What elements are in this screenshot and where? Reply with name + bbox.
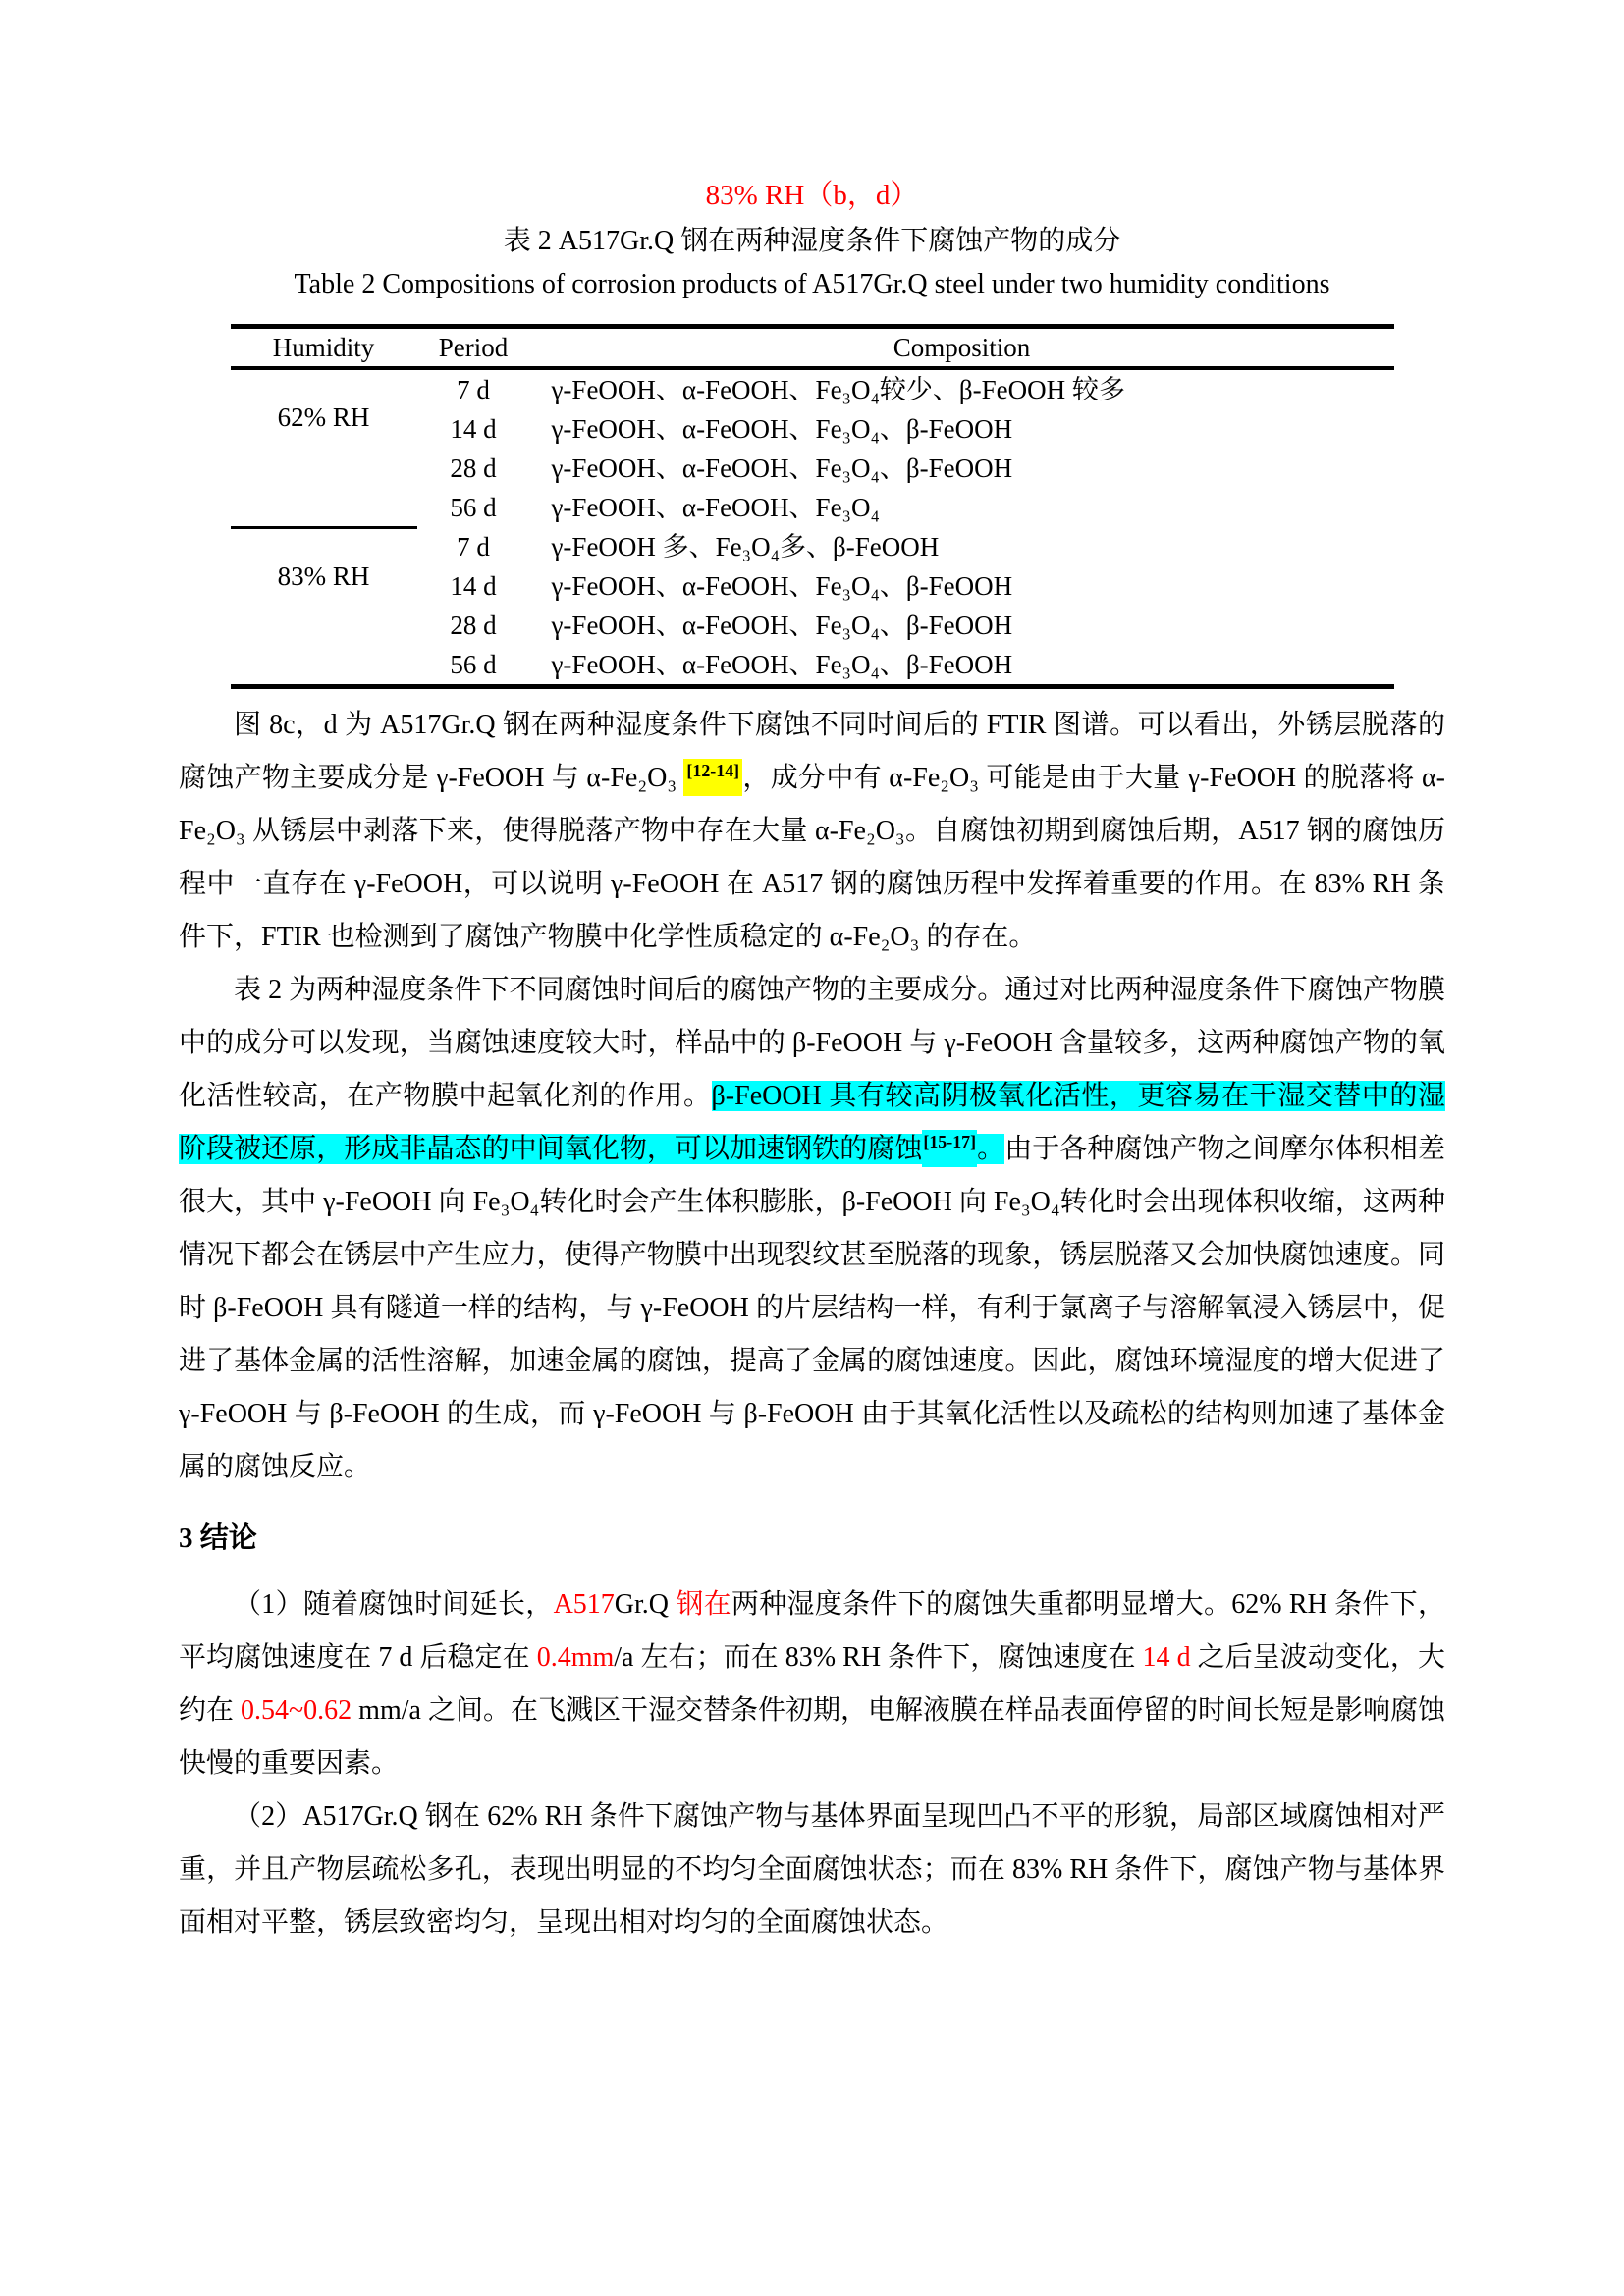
text-segment: /a 左右；而在 83% RH 条件下，腐蚀速度在	[614, 1642, 1143, 1673]
paragraph-conclusion-1	[179, 1578, 1445, 1790]
period-cell: 14 d	[450, 571, 497, 601]
composition-cell: γ-FeOOH、α-FeOOH、Fe₃O₄、β-FeOOH	[551, 571, 1013, 601]
text-segment-red: 钢在	[676, 1589, 731, 1620]
text-segment: Gr.Q	[614, 1589, 677, 1620]
text-segment-red: 14 d	[1142, 1642, 1191, 1673]
text-segment: 两种湿度条件下的腐蚀失重都明显增大。62% RH 条件下，平均腐蚀速度在 7 d 后稳定在	[179, 1589, 1445, 1673]
text-segment: 由于各种腐蚀产物之间摩尔体积相差很大，其中 γ-FeOOH 向 Fe₃O₄转化时会产生体积膨胀，β-FeOOH 向 Fe₃O₄转化时会出现体积收缩，这两种情况下都会在锈层中产生应力，使得产物膜中出现裂纹甚至脱落的现象，锈层脱落又会加快腐蚀速度。同时 β-FeOOH 具有隧道一样的结构，与 γ-FeOOH 的片层结构一样，有利于氯离子与溶解氧浸入锈层中，促进了基体金属的活性溶解，加速金属的腐蚀，提高了金属的腐蚀速度。因此，腐蚀环境湿度的增大促进了 γ-FeOOH 与 β-FeOOH 的生成，而 γ-FeOOH 与 β-FeOOH 由于其氧化活性以及疏松的结构则加速了基体金属的腐蚀反应。	[179, 1134, 1445, 1482]
composition-cell: γ-FeOOH、α-FeOOH、Fe₃O₄、β-FeOOH	[551, 454, 1013, 483]
text-segment: 之后呈波动变化，大约在	[179, 1642, 1445, 1726]
period-cell: 28 d	[450, 454, 497, 483]
humidity-cell: 62% RH	[277, 402, 370, 432]
text-segment: ，成分中有 α-Fe₂O₃ 可能是由于大量 γ-FeOOH 的脱落将 α-Fe₂O₃ 从锈层中剥落下来，使得脱落产物中存在大量 α-Fe₂O₃。自腐蚀初期到腐蚀后期，A517 钢的腐蚀历程中一直存在 γ-FeOOH，可以说明 γ-FeOOH 在 A517 钢的腐蚀历程中发挥着重要的作用。在 83% RH 条件下，FTIR 也检测到了腐蚀产物膜中化学性质稳定的 α-Fe₂O₃ 的存在。	[179, 763, 1445, 952]
composition-cell: γ-FeOOH、α-FeOOH、Fe₃O₄、β-FeOOH	[551, 611, 1013, 640]
page-content	[179, 0, 1445, 1949]
section-heading-conclusions: 3 结论	[179, 1522, 257, 1554]
text-segment-supC: [15-17]	[922, 1130, 977, 1167]
paragraph-ftir-discussion	[179, 699, 1445, 964]
composition-cell: γ-FeOOH、α-FeOOH、Fe₃O₄、β-FeOOH	[551, 414, 1013, 444]
text-segment-red: 0.4mm	[536, 1642, 615, 1673]
period-cell: 14 d	[450, 414, 497, 444]
corrosion-products-table	[231, 324, 1394, 689]
table-body	[231, 368, 1394, 687]
period-cell: 7 d	[457, 375, 490, 404]
text-segment: 表 2 为两种湿度条件下不同腐蚀时间后的腐蚀产物的主要成分。通过对比两种湿度条件下腐蚀产物膜中的成分可以发现，当腐蚀速度较大时，样品中的 β-FeOOH 与 γ-FeOOH 含量较多，这两种腐蚀产物的氧化活性较高，在产物膜中起氧化剂的作用。	[179, 975, 1445, 1111]
paragraph-conclusion-2	[179, 1790, 1445, 1949]
composition-cell: γ-FeOOH、α-FeOOH、Fe₃O₄	[551, 493, 880, 522]
table-row	[231, 527, 1394, 566]
text-segment-hlC: β-FeOOH 具有较高阴极氧化活性，更容易在干湿交替中的湿阶段被还原，形成非晶态的中间氧化物，可以加速钢铁的腐蚀	[179, 1081, 1445, 1164]
text-segment-red: A517	[553, 1589, 615, 1620]
table-header-row	[231, 327, 1394, 369]
composition-cell: γ-FeOOH、α-FeOOH、Fe₃O₄较少、β-FeOOH 较多	[551, 375, 1125, 404]
table-header-composition: Composition	[530, 327, 1394, 369]
figure-subcaption-red: 83% RH（b，d）	[705, 180, 919, 211]
table-header-period: Period	[417, 327, 530, 369]
table-row	[231, 368, 1394, 409]
text-segment: mm/a 之间。在飞溅区干湿交替条件初期，电解液膜在样品表面停留的时间长短是影响腐蚀快慢的重要因素。	[179, 1695, 1445, 1779]
humidity-cell: 83% RH	[231, 527, 417, 687]
period-cell: 7 d	[457, 532, 490, 561]
text-segment: （1）随着腐蚀时间延长，	[234, 1589, 554, 1620]
text-segment: （2）A517Gr.Q 钢在 62% RH 条件下腐蚀产物与基体界面呈现凹凸不平的形貌，局部区域腐蚀相对严重，并且产物层疏松多孔，表现出明显的不均匀全面腐蚀状态；而在 83% RH 条件下，腐蚀产物与基体界面相对平整，锈层致密均匀，呈现出相对均匀的全面腐蚀状态。	[179, 1801, 1445, 1938]
period-cell: 56 d	[450, 493, 497, 522]
body-text	[179, 699, 1445, 1949]
period-cell: 56 d	[450, 650, 497, 679]
composition-cell: γ-FeOOH、α-FeOOH、Fe₃O₄、β-FeOOH	[551, 650, 1013, 679]
text-segment-supY: [12-14]	[683, 759, 742, 796]
period-cell: 28 d	[450, 611, 497, 640]
text-segment-hlC: 。	[977, 1134, 1005, 1164]
table-header-humidity: Humidity	[231, 327, 417, 369]
table-caption-en: Table 2 Compositions of corrosion products of A517Gr.Q steel under two humidity conditions	[294, 269, 1330, 299]
table-caption-zh: 表 2 A517Gr.Q 钢在两种湿度条件下腐蚀产物的成分	[503, 226, 1121, 256]
text-segment: 图 8c，d 为 A517Gr.Q 钢在两种湿度条件下腐蚀不同时间后的 FTIR 图谱。可以看出，外锈层脱落的腐蚀产物主要成分是 γ-FeOOH 与 α-Fe₂O₃	[179, 710, 1445, 793]
paragraph-table-discussion	[179, 964, 1445, 1494]
text-segment-red: 0.54~0.62	[241, 1695, 352, 1726]
composition-cell: γ-FeOOH 多、Fe₃O₄多、β-FeOOH	[551, 532, 940, 561]
